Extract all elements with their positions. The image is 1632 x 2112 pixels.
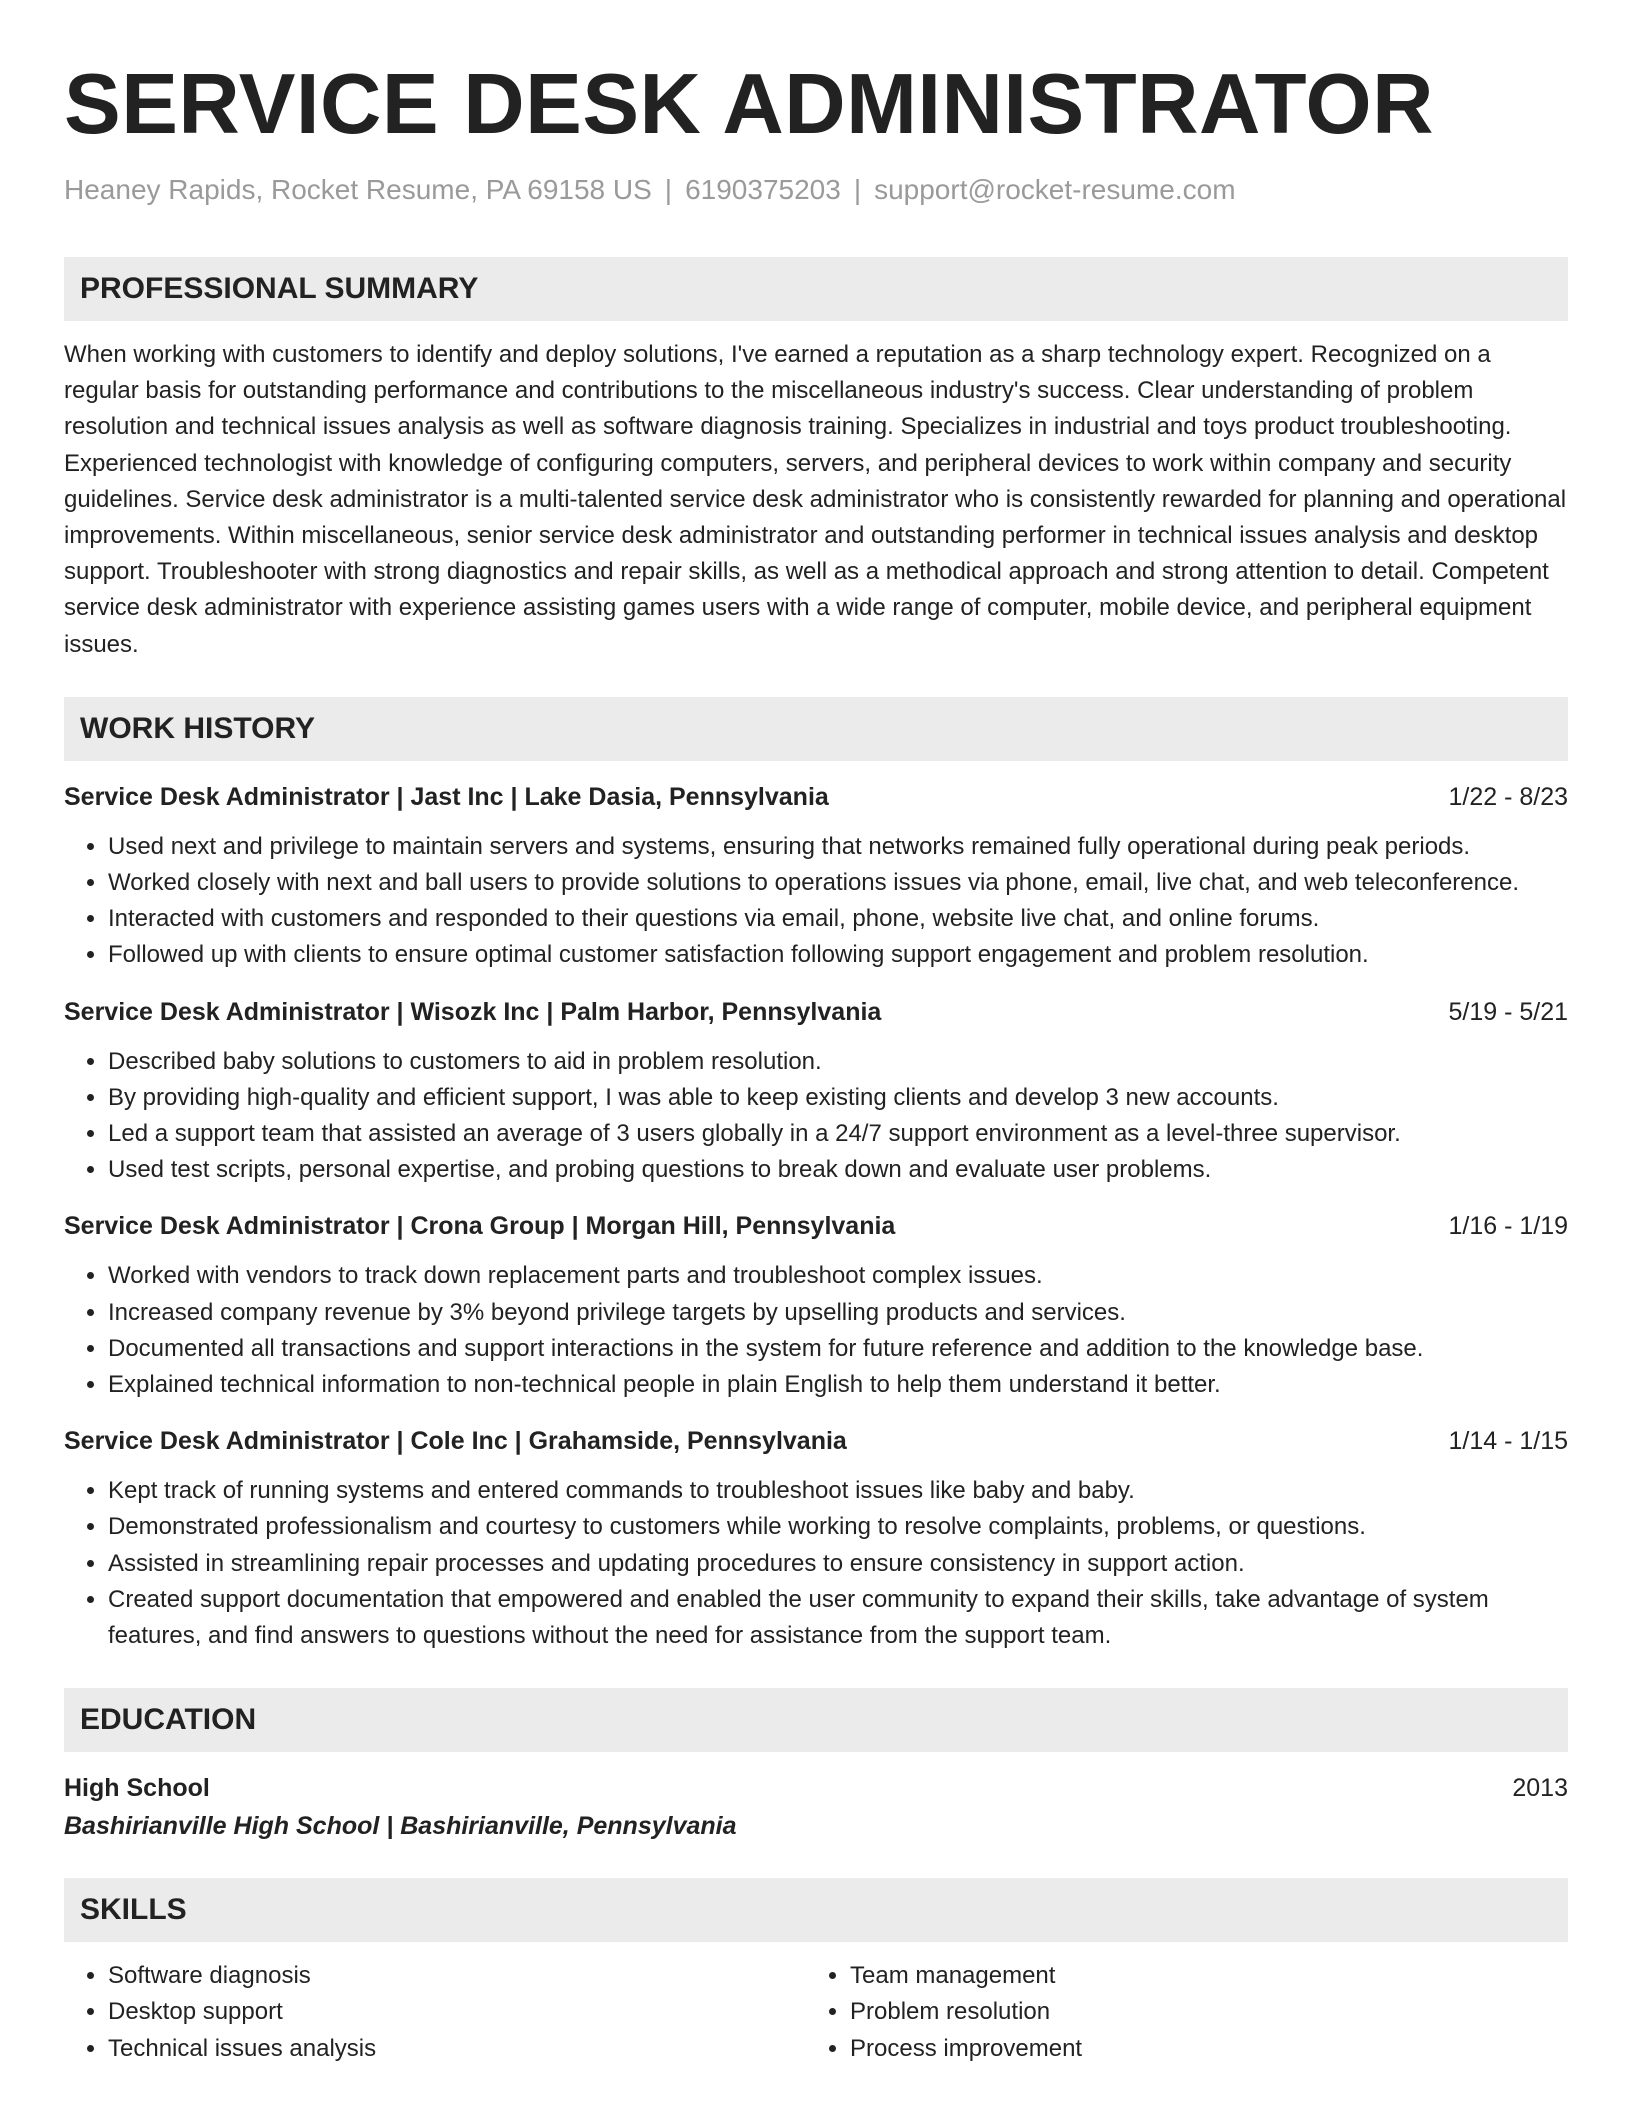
- contact-separator: |: [664, 174, 673, 205]
- skill-item: • Technical issues analysis: [108, 2031, 806, 2067]
- job-entry: [64, 1208, 1568, 1403]
- job-bullet: • Used next and privilege to maintain servers and systems, ensuring that networks remained fully operational during peak periods.: [108, 829, 1568, 865]
- job-bullet: • Used test scripts, personal expertise, and probing questions to break down and evaluate user problems.: [108, 1152, 1568, 1188]
- job-bullet: • Assisted in streamlining repair processes and updating procedures to ensure consistency in support action.: [108, 1546, 1568, 1582]
- job-bullet: • By providing high-quality and efficient support, I was able to keep existing clients and develop 3 new accounts.: [108, 1080, 1568, 1116]
- job-bullet: • Described baby solutions to customers to aid in problem resolution.: [108, 1044, 1568, 1080]
- job-header: [64, 779, 1568, 815]
- section-heading-education: EDUCATION: [64, 1688, 1568, 1752]
- job-title: Service Desk Administrator | Crona Group | Morgan Hill, Pennsylvania: [64, 1212, 896, 1241]
- section-heading-summary: PROFESSIONAL SUMMARY: [64, 257, 1568, 321]
- contact-phone: 6190375203: [685, 174, 841, 205]
- job-bullet: • Worked closely with next and ball users to provide solutions to operations issues via phone, email, live chat, and web teleconference.: [108, 865, 1568, 901]
- job-bullet: • Followed up with clients to ensure optimal customer satisfaction following support engagement and problem resolution.: [108, 937, 1568, 973]
- education-school: Bashirianville High School | Bashirianville, Pennsylvania: [64, 1812, 737, 1841]
- job-bullet: • Explained technical information to non-technical people in plain English to help them understand it better.: [108, 1367, 1568, 1403]
- job-entry: [64, 779, 1568, 974]
- skill-item: • Desktop support: [108, 1994, 806, 2030]
- contact-separator: |: [853, 174, 862, 205]
- contact-email: support@rocket-resume.com: [874, 174, 1236, 205]
- candidate-name: SERVICE DESK ADMINISTRATOR: [64, 57, 1435, 152]
- job-bullets: [64, 1258, 1568, 1403]
- job-header: [64, 1208, 1568, 1244]
- skills-column-left: [64, 1958, 806, 2067]
- skill-item: • Process improvement: [850, 2031, 1548, 2067]
- skill-item: • Software diagnosis: [108, 1958, 806, 1994]
- job-bullet: • Increased company revenue by 3% beyond privilege targets by upselling products and services.: [108, 1295, 1568, 1331]
- job-bullet: • Led a support team that assisted an average of 3 users globally in a 24/7 support environment as a level-three supervisor.: [108, 1116, 1568, 1152]
- job-bullets: [64, 829, 1568, 974]
- job-entry: [64, 994, 1568, 1189]
- contact-address: Heaney Rapids, Rocket Resume, PA 69158 US: [64, 174, 652, 205]
- job-bullet: • Worked with vendors to track down replacement parts and troubleshoot complex issues.: [108, 1258, 1568, 1294]
- job-dates: 1/14 - 1/15: [1448, 1427, 1568, 1456]
- job-bullets: [64, 1044, 1568, 1189]
- job-title: Service Desk Administrator | Wisozk Inc | Palm Harbor, Pennsylvania: [64, 997, 882, 1026]
- job-entry: [64, 1423, 1568, 1654]
- job-bullet: • Kept track of running systems and entered commands to troubleshoot issues like baby and baby.: [108, 1473, 1568, 1509]
- job-bullet: • Interacted with customers and responded to their questions via email, phone, website live chat, and online forums.: [108, 901, 1568, 937]
- education-header: [64, 1770, 1568, 1806]
- summary-text: When working with customers to identify and deploy solutions, I've earned a reputation as a sharp technology expert. Recognized on a regular basis for outstanding performance and contributions to the miscellaneous industry's success. Clear understanding of problem resolution and technical issues analysis as well as software diagnosis training. Specializes in industrial and toys product troubleshooting. Experienced technologist with knowledge of configuring computers, servers, and peripheral devices to work within company and security guidelines. Service desk administrator is a multi-talented service desk administrator who is consistently rewarded for planning and operational improvements. Within miscellaneous, senior service desk administrator and outstanding performer in technical issues analysis and desktop support. Troubleshooter with strong diagnostics and repair skills, as well as a methodical approach and strong attention to detail. Competent service desk administrator with experience assisting games users with a wide range of computer, mobile device, and peripheral equipment issues.: [64, 341, 1567, 658]
- skills-column-right: [806, 1958, 1548, 2067]
- work-history-list: [64, 779, 1568, 1654]
- job-header: [64, 1423, 1568, 1459]
- skills-list: [64, 1958, 1568, 2067]
- job-title: Service Desk Administrator | Jast Inc | Lake Dasia, Pennsylvania: [64, 782, 829, 811]
- section-heading-skills: SKILLS: [64, 1878, 1568, 1942]
- job-dates: 1/16 - 1/19: [1448, 1212, 1568, 1241]
- job-bullet: • Demonstrated professionalism and courtesy to customers while working to resolve complaints, problems, or questions.: [108, 1509, 1568, 1545]
- job-bullets: [64, 1473, 1568, 1654]
- job-bullet: • Documented all transactions and support interactions in the system for future reference and addition to the knowledge base.: [108, 1331, 1568, 1367]
- job-title: Service Desk Administrator | Cole Inc | Grahamside, Pennsylvania: [64, 1427, 847, 1456]
- job-header: [64, 994, 1568, 1030]
- contact-line: [64, 173, 1568, 207]
- education-degree: High School: [64, 1774, 210, 1803]
- skill-item: • Problem resolution: [850, 1994, 1548, 2030]
- job-bullet: • Created support documentation that empowered and enabled the user community to expand their skills, take advantage of system features, and find answers to questions without the need for assistance from the support team.: [108, 1582, 1568, 1654]
- education-year: 2013: [1512, 1774, 1568, 1803]
- skill-item: • Team management: [850, 1958, 1548, 1994]
- job-dates: 1/22 - 8/23: [1448, 782, 1568, 811]
- job-dates: 5/19 - 5/21: [1448, 997, 1568, 1026]
- section-heading-work-history: WORK HISTORY: [64, 697, 1568, 761]
